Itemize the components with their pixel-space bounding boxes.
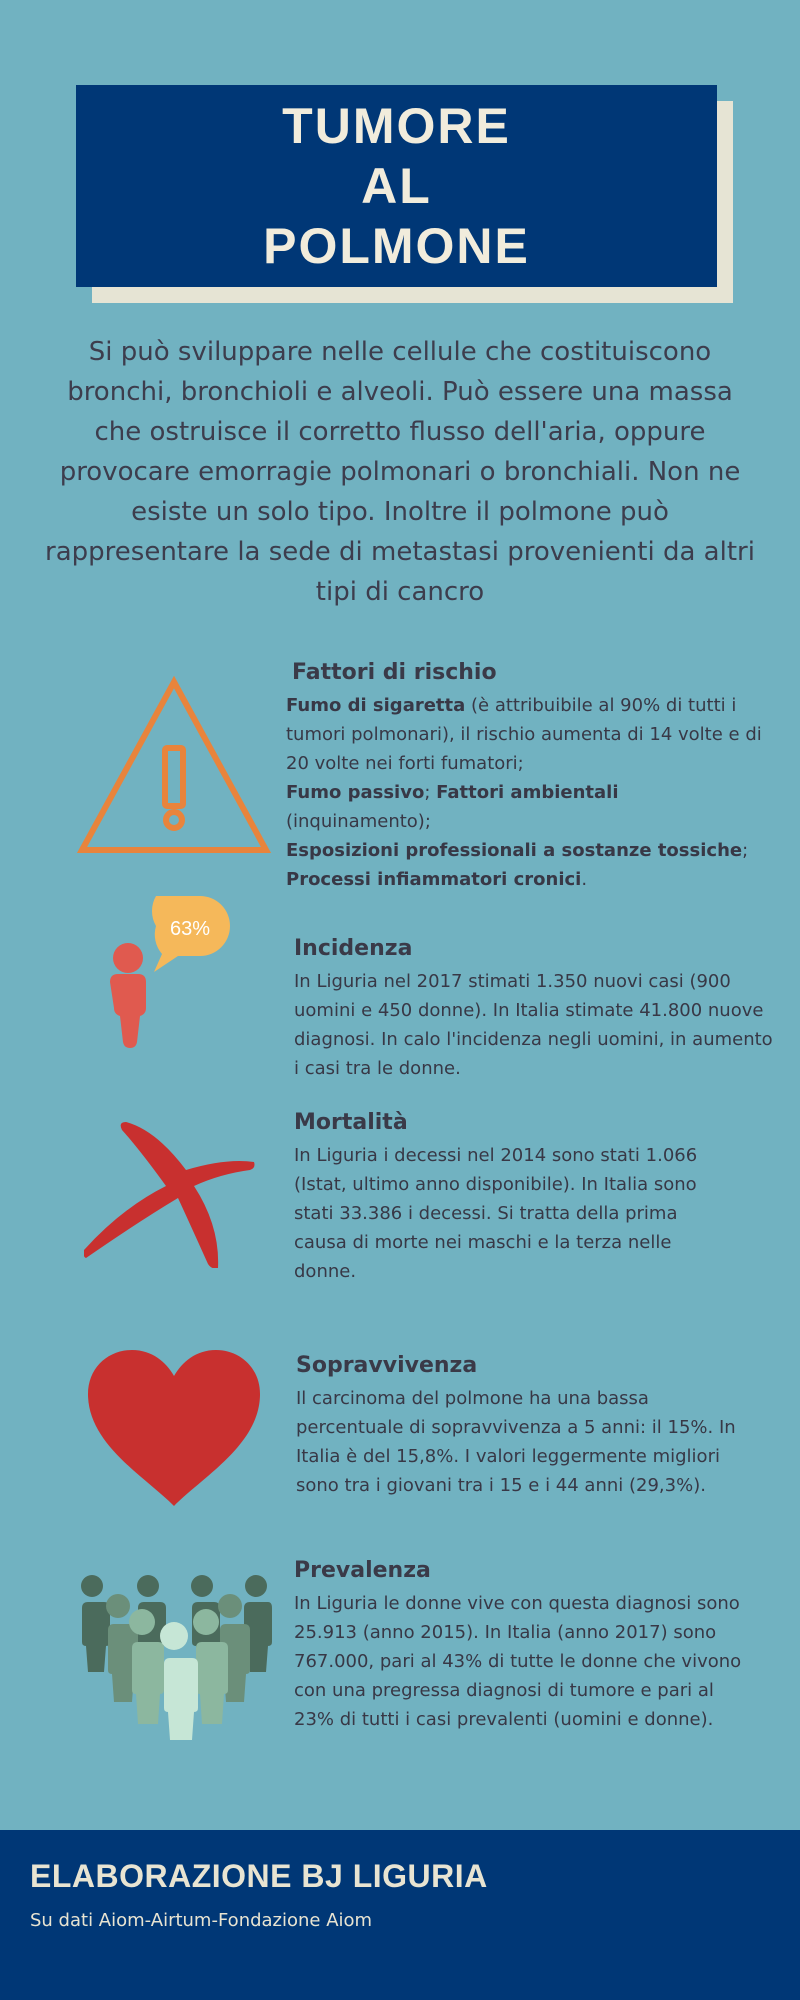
risk-occupational: Esposizioni professionali a sostanze tossiche bbox=[286, 840, 743, 861]
page-title: TUMORE AL POLMONE bbox=[263, 98, 530, 274]
person-speech-bubble-icon bbox=[100, 892, 240, 1062]
incidence-section bbox=[294, 936, 774, 1083]
risk-smoking: Fumo di sigaretta bbox=[286, 695, 466, 716]
mortality-text: In Liguria i decessi nel 2014 sono stati 1.066 (Istat, ultimo anno disponibile). In Italia sono stati 33.386 i decessi. Si tratta della prima causa di morte nei maschi e la terza nelle donne. bbox=[294, 1145, 698, 1282]
survival-section bbox=[296, 1353, 736, 1500]
risk-text bbox=[286, 691, 766, 894]
prevalence-heading: Prevalenza bbox=[294, 1558, 431, 1583]
risk-smoking-detail: (è attribuibile al 90% di tutti i tumori polmonari), il rischio aumenta di 14 volte e di 20 volte nei forti fumatori; bbox=[286, 695, 762, 774]
prevalence-section bbox=[294, 1558, 744, 1734]
risk-inflammation: Processi infiammatori cronici bbox=[286, 869, 582, 890]
risk-environment-detail: (inquinamento); bbox=[286, 811, 431, 832]
risk-section bbox=[286, 660, 766, 894]
intro-text: Si può sviluppare nelle cellule che costituiscono bronchi, bronchioli e alveoli. Può essere una massa che ostruisce il corretto flusso dell'aria, oppure provocare emorragie polmonari o bronchiali. Non ne esiste un solo tipo. Inoltre il polmone può rappresentare la sede di metastasi provenienti da altri tipi di cancro bbox=[45, 337, 755, 607]
risk-occupational-end: ; bbox=[742, 840, 749, 861]
risk-inflammation-end: . bbox=[581, 869, 588, 890]
people-group-icon bbox=[76, 1574, 272, 1742]
survival-text: Il carcinoma del polmone ha una bassa percentuale di sopravvivenza a 5 anni: il 15%. In Italia è del 15,8%. I valori leggermente migliori sono tra i giovani tra i 15 e i 44 anni (29,3%). bbox=[296, 1388, 736, 1496]
mortality-heading: Mortalità bbox=[294, 1110, 408, 1135]
risk-environment: Fattori ambientali bbox=[436, 782, 619, 803]
risk-sep: ; bbox=[424, 782, 437, 803]
title-banner bbox=[76, 85, 717, 287]
heart-icon bbox=[84, 1348, 264, 1510]
incidence-heading: Incidenza bbox=[294, 936, 413, 961]
risk-heading: Fattori di rischio bbox=[292, 660, 497, 685]
incidence-bubble-label: 63% bbox=[169, 918, 211, 940]
mortality-section bbox=[294, 1110, 734, 1286]
cross-x-icon bbox=[84, 1116, 256, 1268]
incidence-text: In Liguria nel 2017 stimati 1.350 nuovi casi (900 uomini e 450 donne). In Italia stimate 41.800 nuove diagnosi. In calo l'incidenza negli uomini, in aumento i casi tra le donne. bbox=[294, 971, 773, 1079]
prevalence-text: In Liguria le donne vive con questa diagnosi sono 25.913 (anno 2015). In Italia (anno 2017) sono 767.000, pari al 43% di tutte le donne che vivono con una pregressa diagnosi di tumore e pari al 23% di tutti i casi prevalenti (uomini e donne). bbox=[294, 1593, 742, 1730]
risk-passive-smoking: Fumo passivo bbox=[286, 782, 425, 803]
footer-title: ELABORAZIONE BJ LIGURIA bbox=[30, 1858, 488, 1894]
survival-heading: Sopravvivenza bbox=[296, 1353, 478, 1378]
footer bbox=[0, 1830, 800, 2000]
warning-triangle-icon bbox=[76, 676, 272, 856]
footer-subtitle: Su dati Aiom-Airtum-Fondazione Aiom bbox=[30, 1910, 373, 1931]
